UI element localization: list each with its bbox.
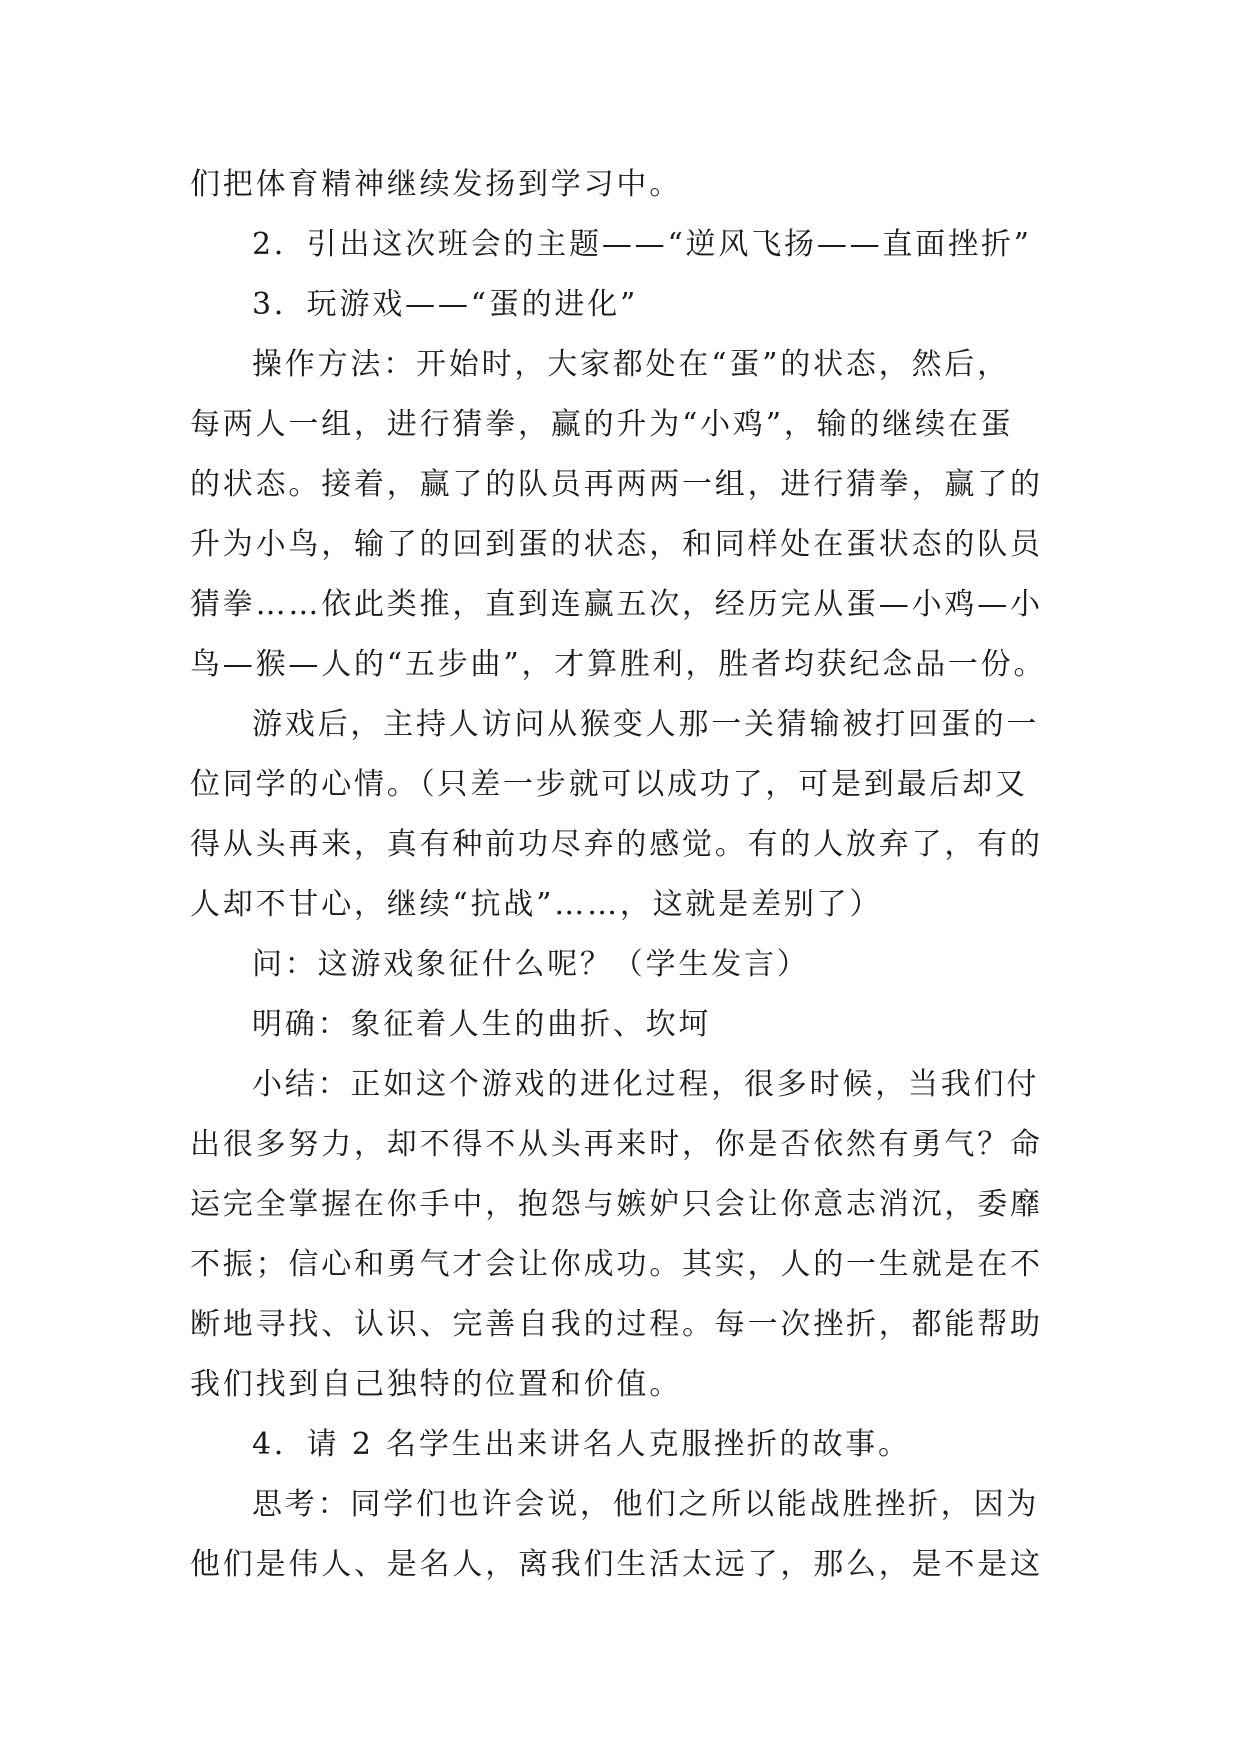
text-line: 人却不甘心，继续“抗战”……，这就是差别了） xyxy=(190,887,883,922)
text-line: 出很多努力，却不得不从头再来时，你是否依然有勇气？命 xyxy=(190,1127,1043,1162)
text-line: 问：这游戏象征什么呢？（学生发言） xyxy=(252,947,810,982)
text-line: 操作方法：开始时，大家都处在“蛋”的状态，然后， xyxy=(252,347,1010,382)
text-line: 得从头再来，真有种前功尽弃的感觉。有的人放弃了，有的 xyxy=(190,827,1043,862)
text-line: 3．玩游戏——“蛋的进化” xyxy=(252,287,639,322)
text-line: 游戏后，主持人访问从猴变人那一关猜输被打回蛋的一 xyxy=(252,707,1040,742)
text-line: 小结：正如这个游戏的进化过程，很多时候，当我们付 xyxy=(252,1067,1040,1102)
text-line: 升为小鸟，输了的回到蛋的状态，和同样处在蛋状态的队员 xyxy=(190,527,1043,562)
document-page xyxy=(190,155,1090,1595)
text-line: 思考：同学们也许会说，他们之所以能战胜挫折，因为 xyxy=(252,1487,1040,1522)
text-line: 们把体育精神继续发扬到学习中。 xyxy=(190,167,682,202)
text-line: 4．请 2 名学生出来讲名人克服挫折的故事。 xyxy=(252,1427,911,1462)
text-line: 2．引出这次班会的主题——“逆风飞扬——直面挫折” xyxy=(252,227,1032,262)
text-line: 猜拳……依此类推，直到连赢五次，经历完从蛋—小鸡—小 xyxy=(190,587,1043,622)
text-line: 位同学的心情。（只差一步就可以成功了，可是到最后却又 xyxy=(190,767,1028,802)
text-line: 运完全掌握在你手中，抱怨与嫉妒只会让你意志消沉，委靡 xyxy=(190,1187,1043,1222)
text-line: 的状态。接着，赢了的队员再两两一组，进行猜拳，赢了的 xyxy=(190,467,1043,502)
text-line: 每两人一组，进行猜拳，赢的升为“小鸡”，输的继续在蛋 xyxy=(190,407,1014,442)
document-body xyxy=(190,155,1090,1595)
text-line: 不振；信心和勇气才会让你成功。其实，人的一生就是在不 xyxy=(190,1247,1043,1282)
text-line: 我们找到自己独特的位置和价值。 xyxy=(190,1367,682,1402)
text-line: 鸟—猴—人的“五步曲”，才算胜利，胜者均获纪念品一份。 xyxy=(190,647,1047,682)
text-line: 他们是伟人、是名人，离我们生活太远了，那么，是不是这 xyxy=(190,1547,1043,1582)
text-line: 明确：象征着人生的曲折、坎坷 xyxy=(252,1007,712,1042)
text-line: 断地寻找、认识、完善自我的过程。每一次挫折，都能帮助 xyxy=(190,1307,1043,1342)
